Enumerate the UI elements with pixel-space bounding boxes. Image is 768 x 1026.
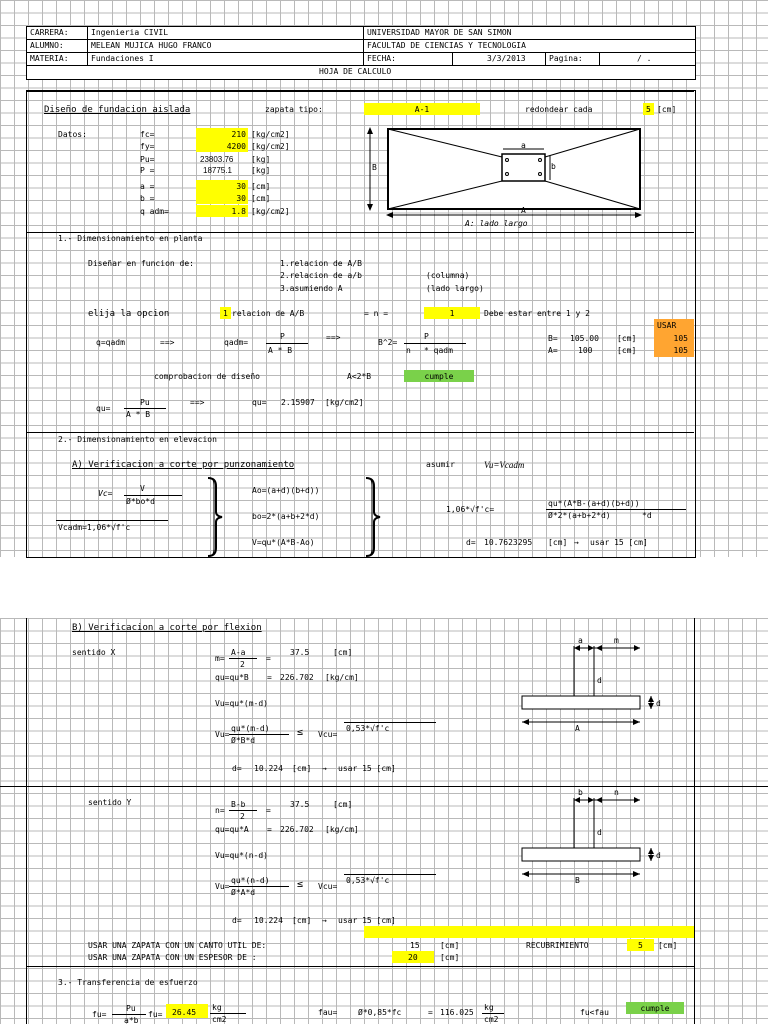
asumir-eq: Vu=Vcadm (484, 460, 525, 470)
n-note: Debe estar entre 1 y 2 (484, 309, 590, 318)
arrow-2: ==> (326, 333, 341, 342)
usar-label: USAR (657, 321, 677, 330)
fy-d2-label: d (656, 851, 661, 860)
vcu-eq-x: Vcu= (318, 730, 338, 739)
vuy-num: qu*(n-d) (231, 876, 270, 885)
qadm-unit: [kg/cm2] (251, 207, 290, 216)
section3-title: 3.- Transferencia de esfuerzo (58, 978, 198, 987)
option-2-note: (columna) (426, 271, 470, 280)
fu-cond: fu<fau (580, 1008, 609, 1017)
disenar-label: Diseñar en funcion de: (88, 259, 194, 268)
option-3-note: (lado largo) (426, 284, 484, 293)
alumno-value: MELEAN MUJICA HUGO FRANCO (91, 41, 212, 50)
alumno-label: ALUMNO: (30, 41, 64, 50)
fc-label: fc= (140, 130, 155, 139)
fu-num: Pu (126, 1004, 136, 1013)
fc-value[interactable]: 210 (231, 130, 246, 139)
pagina-label: Pagina: (549, 54, 583, 63)
vuy-den: Ø*A*d (231, 888, 256, 897)
fy-value[interactable]: 4200 (226, 142, 246, 151)
B-value: 105.00 (570, 334, 599, 343)
dy-value: 10.224 (254, 916, 283, 925)
qx-unit: [kg/cm] (325, 673, 359, 682)
eq-left: 1,06*√f'c= (446, 505, 495, 514)
v-formula: V=qu*(A*B-Ao) (252, 538, 315, 547)
qy-eq2: = (267, 825, 272, 834)
opcion-value[interactable]: 1 (223, 309, 228, 318)
pagina-value: / . (637, 54, 652, 63)
qu-res-eq: qu= (252, 398, 267, 407)
A-eq: A= (548, 346, 558, 355)
fy-unit: [kg/cm2] (251, 142, 290, 151)
vcu-value-x: 0,53*√f'c (346, 724, 390, 733)
d-use: usar 15 [cm] (590, 538, 648, 547)
fu-unit-num: kg (212, 1003, 222, 1012)
fu-den: a*b (124, 1016, 139, 1025)
bo-formula: bo=2*(a+b+2*d) (252, 512, 320, 521)
qu-eq: qu= (96, 404, 111, 413)
frac-pu: Pu (140, 398, 150, 407)
qu-value: 2.15907 (281, 398, 315, 407)
dy-arrow: → (322, 916, 327, 925)
n-label: = n = (364, 309, 389, 318)
dx-value: 10.224 (254, 764, 283, 773)
comprobacion-label: comprobacion de diseño (154, 372, 260, 381)
A-unit: [cm] (617, 346, 637, 355)
n-den: 2 (240, 812, 245, 821)
sentido-x-label: sentido X (72, 648, 116, 657)
fau-formula: Ø*0,85*fc (358, 1008, 402, 1017)
recub-unit: [cm] (658, 941, 678, 950)
qadm-value[interactable]: 1.8 (231, 207, 246, 216)
redondear-label: redondear cada (525, 105, 593, 114)
comprobacion-cond: A<2*B (347, 372, 372, 381)
opcion-text: relacion de A/B (232, 309, 305, 318)
fy-n-label: n (614, 788, 619, 797)
sub-a-title: A) Verificacion a corte por punzonamiento (72, 460, 295, 470)
eq-den: Ø*2*(a+b+2*d) (548, 511, 611, 520)
vy-eq: Vu=qu*(n-d) (215, 851, 268, 860)
vcadm-eq: Vcadm=1,06*√f'c (58, 523, 131, 532)
dx-unit: [cm] (292, 764, 312, 773)
fy-B-label: B (575, 876, 580, 885)
d-unit: [cm] (548, 538, 568, 547)
flexion-y-figure (520, 788, 670, 892)
qy-value: 226.702 (280, 825, 314, 834)
vc-frac-den: Ø*bo*d (126, 497, 155, 506)
espesor-label: USAR UNA ZAPATA CON UN ESPESOR DE : (88, 953, 257, 962)
fau-unit-num: kg (484, 1003, 494, 1012)
d-value: 10.7623295 (484, 538, 533, 547)
dx-eq: d= (232, 764, 242, 773)
b-unit: [cm] (251, 194, 271, 203)
fu-eq2: fu= (148, 1010, 163, 1019)
vux-eq: Vu= (215, 730, 230, 739)
q-eq: q=qadm (96, 338, 125, 347)
espesor-value: 20 (408, 953, 418, 962)
fx-A-label: A (575, 724, 580, 733)
vx-eq: Vu=qu*(m-d) (215, 699, 268, 708)
pu-value: 23803.76 (200, 155, 234, 164)
elija-label: elija la opcion (88, 309, 170, 319)
vc-frac-v: V (140, 484, 145, 493)
m-eq2: = (266, 654, 271, 663)
arrow-3: ==> (190, 398, 205, 407)
arrow-1: ==> (160, 338, 175, 347)
b-label: b = (140, 194, 155, 203)
carrera-value: Ingenieria CIVIL (91, 28, 169, 37)
flexion-x-figure (520, 636, 670, 740)
frac-ab: A * B (268, 346, 293, 355)
canto-value: 15 (410, 941, 420, 950)
B-eq: B= (548, 334, 558, 343)
zapata-value[interactable]: A-1 (414, 105, 430, 114)
datos-label: Datos: (58, 130, 87, 139)
frac-p2: P (424, 332, 429, 341)
materia-value: Fundaciones I (91, 54, 154, 63)
vuy-eq: Vu= (215, 882, 230, 891)
m-value: 37.5 (290, 648, 310, 657)
redondear-unit: [cm] (657, 105, 677, 114)
qy-unit: [kg/cm] (325, 825, 359, 834)
materia-label: MATERIA: (30, 54, 69, 63)
vux-num: qu*(m-d) (231, 724, 270, 733)
qadm-label: q adm= (140, 207, 169, 216)
header-block (26, 26, 696, 80)
frac-ab-2: A * B (126, 410, 151, 419)
sentido-y-label: sentido Y (88, 798, 132, 807)
fx-a-label: a (578, 636, 583, 645)
fig-a-label: a (521, 141, 526, 150)
qx-eq2: = (267, 673, 272, 682)
dy-eq: d= (232, 916, 242, 925)
le-sign-y: ≤ (297, 879, 304, 890)
qx-value: 226.702 (280, 673, 314, 682)
recub-value[interactable]: 5 (638, 941, 643, 950)
p-unit: [kg] (251, 166, 271, 175)
pu-label: Pu= (140, 155, 155, 164)
m-num: A-a (231, 648, 246, 657)
sheet-bottom (0, 618, 768, 1024)
dx-use: usar 15 [cm] (338, 764, 396, 773)
n-unit: [cm] (333, 800, 353, 809)
fy-b-label: b (578, 788, 583, 797)
fecha-value: 3/3/2013 (487, 54, 526, 63)
fy-d-label: d (597, 828, 602, 837)
qx-eq: qu=qu*B (215, 673, 249, 682)
hoja-title: HOJA DE CALCULO (319, 67, 392, 76)
fecha-label: FECHA: (367, 54, 396, 63)
fu-eq: fu= (92, 1010, 107, 1019)
section2-title: 2.- Dimensionamiento en elevacion (58, 435, 217, 444)
n-value: 37.5 (290, 800, 310, 809)
fu-unit-den: cm2 (212, 1015, 227, 1024)
qy-eq: qu=qu*A (215, 825, 249, 834)
option-3: 3.asumiendo A (280, 284, 343, 293)
b-value[interactable]: 30 (236, 194, 246, 203)
frac-n: n (406, 346, 411, 355)
p-value: 18775.1 (203, 166, 232, 175)
dx-arrow: → (322, 764, 327, 773)
frac-p: P (280, 332, 285, 341)
n-value[interactable]: 1 (449, 309, 455, 318)
fx-m-label: m (614, 636, 619, 645)
a-label: a = (140, 182, 155, 191)
carrera-label: CARRERA: (30, 28, 69, 37)
facultad: FACULTAD DE CIENCIAS Y TECNOLOGIA (367, 41, 526, 50)
fig-B-label: B (372, 163, 377, 172)
b2-eq: B^2= (378, 338, 398, 347)
option-1: 1.relacion de A/B (280, 259, 362, 268)
vcu-eq-y: Vcu= (318, 882, 338, 891)
fau-eq2: = (428, 1008, 433, 1017)
frac-qadm: * qadm (424, 346, 453, 355)
le-sign-x: ≤ (297, 727, 304, 738)
fy-label: fy= (140, 142, 155, 151)
fx-d2-label: d (656, 699, 661, 708)
B-unit: [cm] (617, 334, 637, 343)
vcu-value-y: 0,53*√f'c (346, 876, 390, 885)
n-num: B-b (231, 800, 246, 809)
m-den: 2 (240, 660, 245, 669)
n-eq2: = (266, 806, 271, 815)
m-eq: m= (215, 654, 225, 663)
fig-note: A: lado largo (465, 219, 528, 228)
fu-value: 26.45 (172, 1008, 197, 1017)
fig-A-label: A (521, 206, 526, 215)
A-value: 100 (578, 346, 593, 355)
usar-A: 105 (673, 346, 688, 355)
m-unit: [cm] (333, 648, 353, 657)
zapata-label: zapata tipo: (265, 105, 323, 114)
sub-b-title: B) Verificacion a corte por flexion (72, 623, 262, 633)
fc-unit: [kg/cm2] (251, 130, 290, 139)
eq-num: qu*(A*B-(a+d)(b+d)) (548, 499, 640, 508)
ao-formula: Ao=(a+d)(b+d)) (252, 486, 320, 495)
design-title: Diseño de fundacion aislada (44, 105, 191, 115)
universidad: UNIVERSIDAD MAYOR DE SAN SIMON (367, 28, 512, 37)
option-2: 2.relacion de a/b (280, 271, 362, 280)
d-arrow: → (574, 538, 579, 547)
fau-eq: fau= (318, 1008, 338, 1017)
canto-label: USAR UNA ZAPATA CON UN CANTO UTIL DE: (88, 941, 267, 950)
cumple-badge-1: cumple (424, 372, 454, 381)
vux-den: Ø*B*d (231, 736, 256, 745)
dy-unit: [cm] (292, 916, 312, 925)
dy-use: usar 15 [cm] (338, 916, 396, 925)
pu-unit: [kg] (251, 155, 271, 164)
redondear-value[interactable]: 5 (646, 105, 651, 114)
canto-unit: [cm] (440, 941, 460, 950)
fau-value: 116.025 (440, 1008, 474, 1017)
eq-den-d: *d (642, 511, 652, 520)
d-eq: d= (466, 538, 476, 547)
espesor-unit: [cm] (440, 953, 460, 962)
footing-plan-figure (362, 124, 652, 224)
usar-B: 105 (673, 334, 688, 343)
fau-unit-den: cm2 (484, 1015, 499, 1024)
vc-eq: Vc= (98, 489, 113, 498)
qadm-eq: qadm= (224, 338, 249, 347)
a-unit: [cm] (251, 182, 271, 191)
fig-b-label: b (551, 162, 556, 171)
a-value[interactable]: 30 (236, 182, 246, 191)
section1-title: 1.- Dimensionamiento en planta (58, 234, 203, 243)
asumir-label: asumir (426, 460, 455, 469)
fx-d-label: d (597, 676, 602, 685)
n-eq: n= (215, 806, 225, 815)
qu-unit: [kg/cm2] (325, 398, 364, 407)
cumple-badge-2: cumple (640, 1004, 670, 1013)
recub-label: RECUBRIMIENTO (526, 941, 589, 950)
p-label: P = (140, 166, 155, 175)
